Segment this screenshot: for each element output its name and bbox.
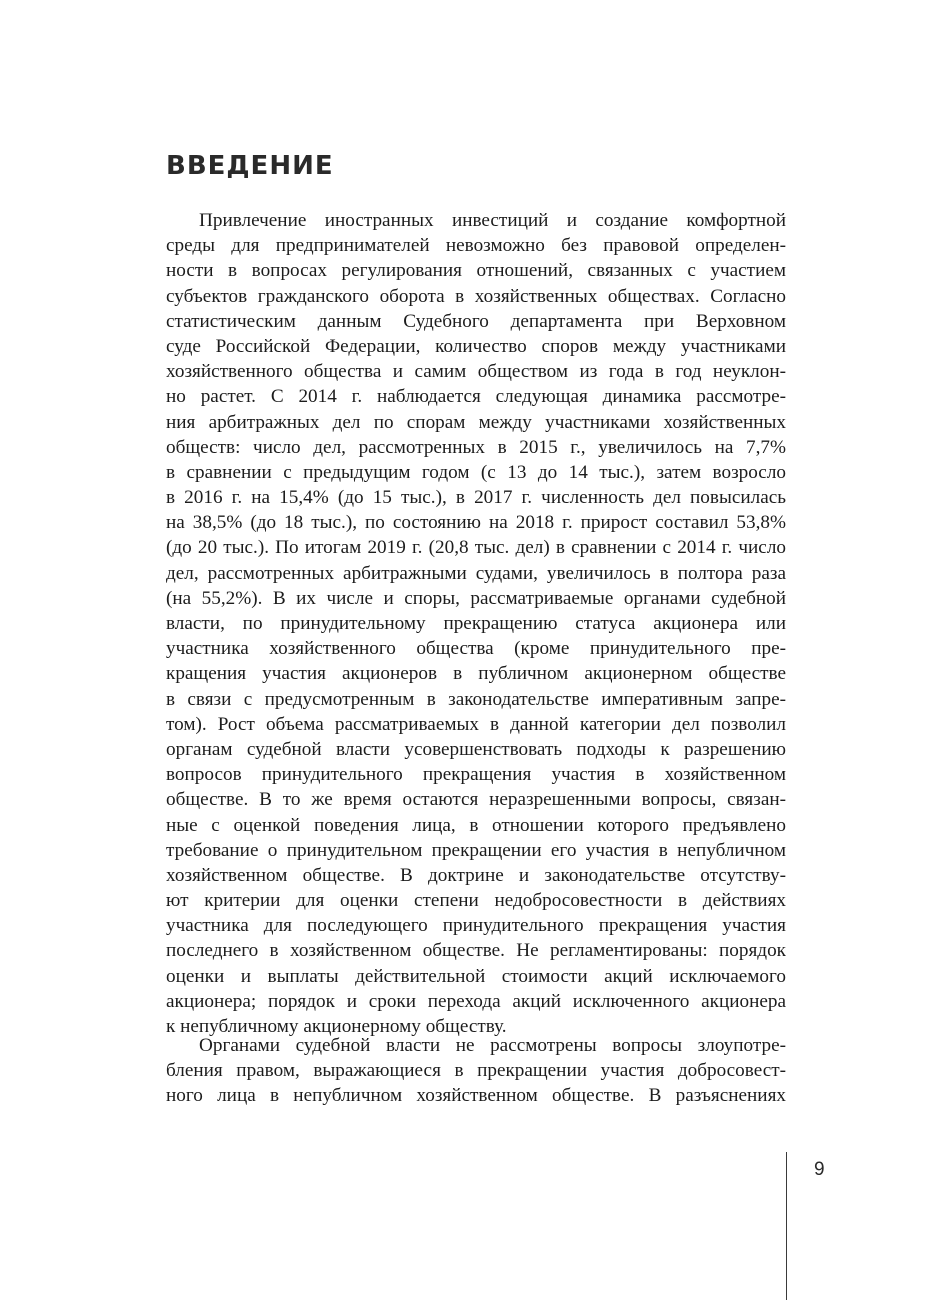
- text-line: ности в вопросах регулирования отношений, связанных с участием: [166, 260, 786, 282]
- paragraph-1: [166, 208, 786, 1039]
- text-line: среды для предпринимателей невозможно без правовой определен-: [166, 235, 786, 257]
- text-line: (до 20 тыс.). По итогам 2019 г. (20,8 тыс. дел) в сравнении с 2014 г. число: [166, 537, 786, 559]
- text-line: статистическим данным Судебного департамента при Верховном: [166, 310, 786, 332]
- text-line: Привлечение иностранных инвестиций и создание комфортной: [199, 210, 786, 231]
- text-line: (на 55,2%). В их числе и споры, рассматриваемые органами судебной: [166, 587, 786, 609]
- text-line: участника для последующего принудительного прекращения участия: [166, 915, 786, 937]
- chapter-heading: ВВЕДЕНИЕ: [166, 151, 334, 181]
- text-line: в 2016 г. на 15,4% (до 15 тыс.), в 2017 г. численность дел повысилась: [166, 487, 786, 509]
- text-line: субъектов гражданского оборота в хозяйственных обществах. Согласно: [166, 285, 786, 307]
- text-line: Органами судебной власти не рассмотрены вопросы злоупотре-: [199, 1035, 786, 1056]
- text-line: но растет. С 2014 г. наблюдается следующая динамика рассмотре-: [166, 386, 786, 408]
- paragraph-2: [166, 1033, 786, 1109]
- text-line: требование о принудительном прекращении его участия в непубличном: [166, 839, 786, 861]
- text-line: хозяйственного общества и самим обществом из года в год неуклон-: [166, 361, 786, 383]
- margin-rule: [786, 1152, 787, 1300]
- text-line: на 38,5% (до 18 тыс.), по состоянию на 2018 г. прирост составил 53,8%: [166, 512, 786, 534]
- text-line: последнего в хозяйственном обществе. Не регламентированы: порядок: [166, 940, 786, 962]
- text-line: участника хозяйственного общества (кроме принудительного пре-: [166, 638, 786, 660]
- text-line: акционера; порядок и сроки перехода акций исключенного акционера: [166, 990, 786, 1012]
- text-line: обществ: число дел, рассмотренных в 2015 г., увеличилось на 7,7%: [166, 436, 786, 458]
- text-line: органам судебной власти усовершенствовать подходы к разрешению: [166, 738, 786, 760]
- text-line: том). Рост объема рассматриваемых в данной категории дел позволил: [166, 713, 786, 735]
- page-number: 9: [814, 1159, 825, 1180]
- text-line: ния арбитражных дел по спорам между участниками хозяйственных: [166, 411, 786, 433]
- text-line: ные с оценкой поведения лица, в отношении которого предъявлено: [166, 814, 786, 836]
- text-line: обществе. В то же время остаются неразрешенными вопросы, связан-: [166, 789, 786, 811]
- text-line: ного лица в непубличном хозяйственном обществе. В разъяснениях: [166, 1085, 786, 1107]
- text-line: к непубличному акционерному обществу.: [166, 1016, 507, 1037]
- text-line: хозяйственном обществе. В доктрине и законодательстве отсутству-: [166, 864, 786, 886]
- text-line: суде Российской Федерации, количество споров между участниками: [166, 335, 786, 357]
- text-line: ют критерии для оценки степени недобросовестности в действиях: [166, 890, 786, 912]
- text-line: бления правом, выражающиеся в прекращении участия добросовест-: [166, 1060, 786, 1082]
- text-line: дел, рассмотренных арбитражными судами, увеличилось в полтора раза: [166, 562, 786, 584]
- text-line: вопросов принудительного прекращения участия в хозяйственном: [166, 764, 786, 786]
- text-line: кращения участия акционеров в публичном акционерном обществе: [166, 663, 786, 685]
- text-line: власти, по принудительному прекращению статуса акционера или: [166, 613, 786, 634]
- text-line: в связи с предусмотренным в законодательстве императивным запре-: [166, 688, 786, 710]
- text-line: оценки и выплаты действительной стоимости акций исключаемого: [166, 965, 786, 987]
- text-line: в сравнении с предыдущим годом (с 13 до 14 тыс.), затем возросло: [166, 461, 786, 483]
